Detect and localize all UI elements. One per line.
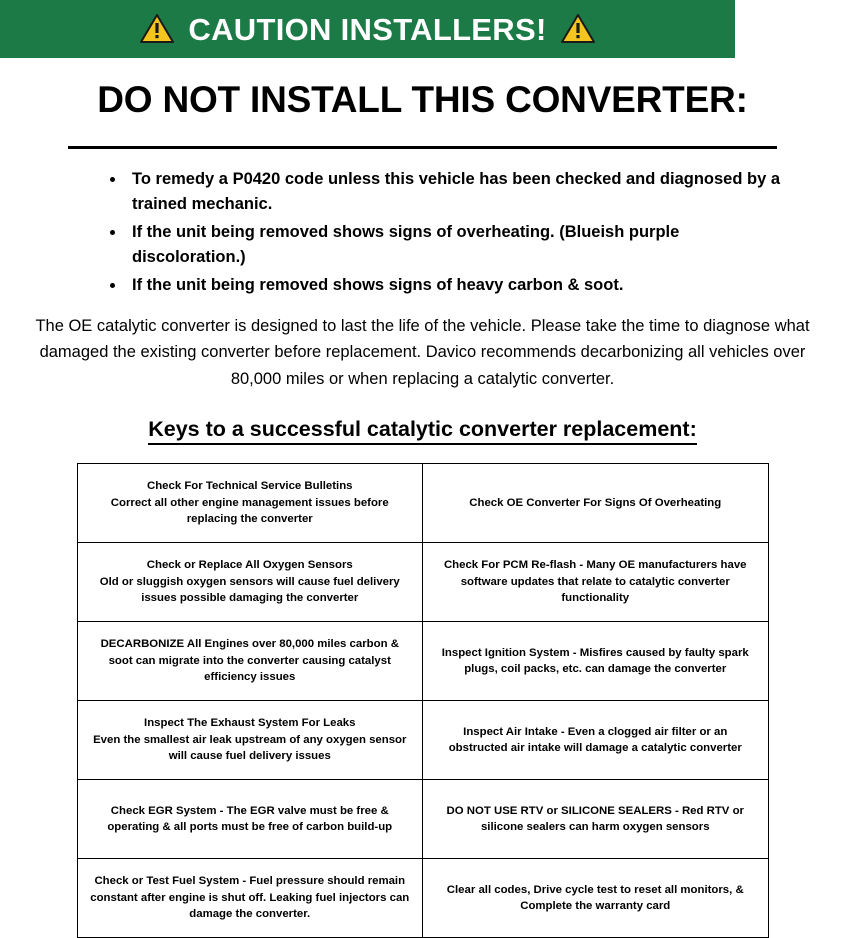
keys-table	[77, 463, 769, 938]
list-item: • To remedy a P0420 code unless this vehicle has been checked and diagnosed by a trained mechanic.	[126, 167, 785, 218]
table-cell-left: DECARBONIZE All Engines over 80,000 miles carbon & soot can migrate into the converter causing catalyst efficiency issues	[77, 621, 423, 700]
list-item: • If the unit being removed shows signs of heavy carbon & soot.	[126, 273, 785, 299]
title-divider	[68, 146, 777, 149]
table-row	[77, 621, 768, 700]
table-row	[77, 542, 768, 621]
table-row	[77, 463, 768, 542]
keys-table-wrapper	[77, 463, 769, 938]
keys-heading-text: Keys to a successful catalytic converter replacement:	[148, 417, 697, 445]
list-item: • If the unit being removed shows signs of overheating. (Blueish purple discoloration.)	[126, 220, 785, 271]
table-cell-right: Check OE Converter For Signs Of Overheating	[423, 463, 769, 542]
table-cell-right: Check For PCM Re-flash - Many OE manufacturers have software updates that relate to catalytic converter functionality	[423, 542, 769, 621]
table-cell-left: Check For Technical Service Bulletins Correct all other engine management issues before replacing the converter	[77, 463, 423, 542]
warning-triangle-icon	[140, 14, 174, 44]
table-row	[77, 779, 768, 858]
page-title: DO NOT INSTALL THIS CONVERTER:	[97, 79, 748, 120]
table-cell-left: Check EGR System - The EGR valve must be free & operating & all ports must be free of carbon build-up	[77, 779, 423, 858]
table-cell-left: Check or Test Fuel System - Fuel pressure should remain constant after engine is shut off. Leaking fuel injectors can damage the converter.	[77, 858, 423, 937]
table-cell-right: Inspect Ignition System - Misfires caused by faulty spark plugs, coil packs, etc. can damage the converter	[423, 621, 769, 700]
intro-paragraph: The OE catalytic converter is designed to last the life of the vehicle. Please take the time to diagnose what damaged the existing converter before replacement. Davico recommends decarbonizing all vehicles over 80,000 miles or when replacing a catalytic converter.	[35, 316, 810, 389]
table-row	[77, 700, 768, 779]
warning-triangle-icon	[561, 14, 595, 44]
keys-heading	[0, 417, 845, 442]
table-row	[77, 858, 768, 937]
table-cell-left: Check or Replace All Oxygen Sensors Old or sluggish oxygen sensors will cause fuel delivery issues possible damaging the converter	[77, 542, 423, 621]
table-cell-right: Inspect Air Intake - Even a clogged air filter or an obstructed air intake will damage a catalytic converter	[423, 700, 769, 779]
caution-banner	[0, 0, 735, 58]
caution-banner-text: CAUTION INSTALLERS!	[188, 11, 547, 47]
table-cell-right: Clear all codes, Drive cycle test to reset all monitors, & Complete the warranty card	[423, 858, 769, 937]
table-cell-left: Inspect The Exhaust System For Leaks Even the smallest air leak upstream of any oxygen sensor will cause fuel delivery issues	[77, 700, 423, 779]
do-not-install-list	[0, 167, 845, 299]
table-cell-right: DO NOT USE RTV or SILICONE SEALERS - Red RTV or silicone sealers can harm oxygen sensors	[423, 779, 769, 858]
